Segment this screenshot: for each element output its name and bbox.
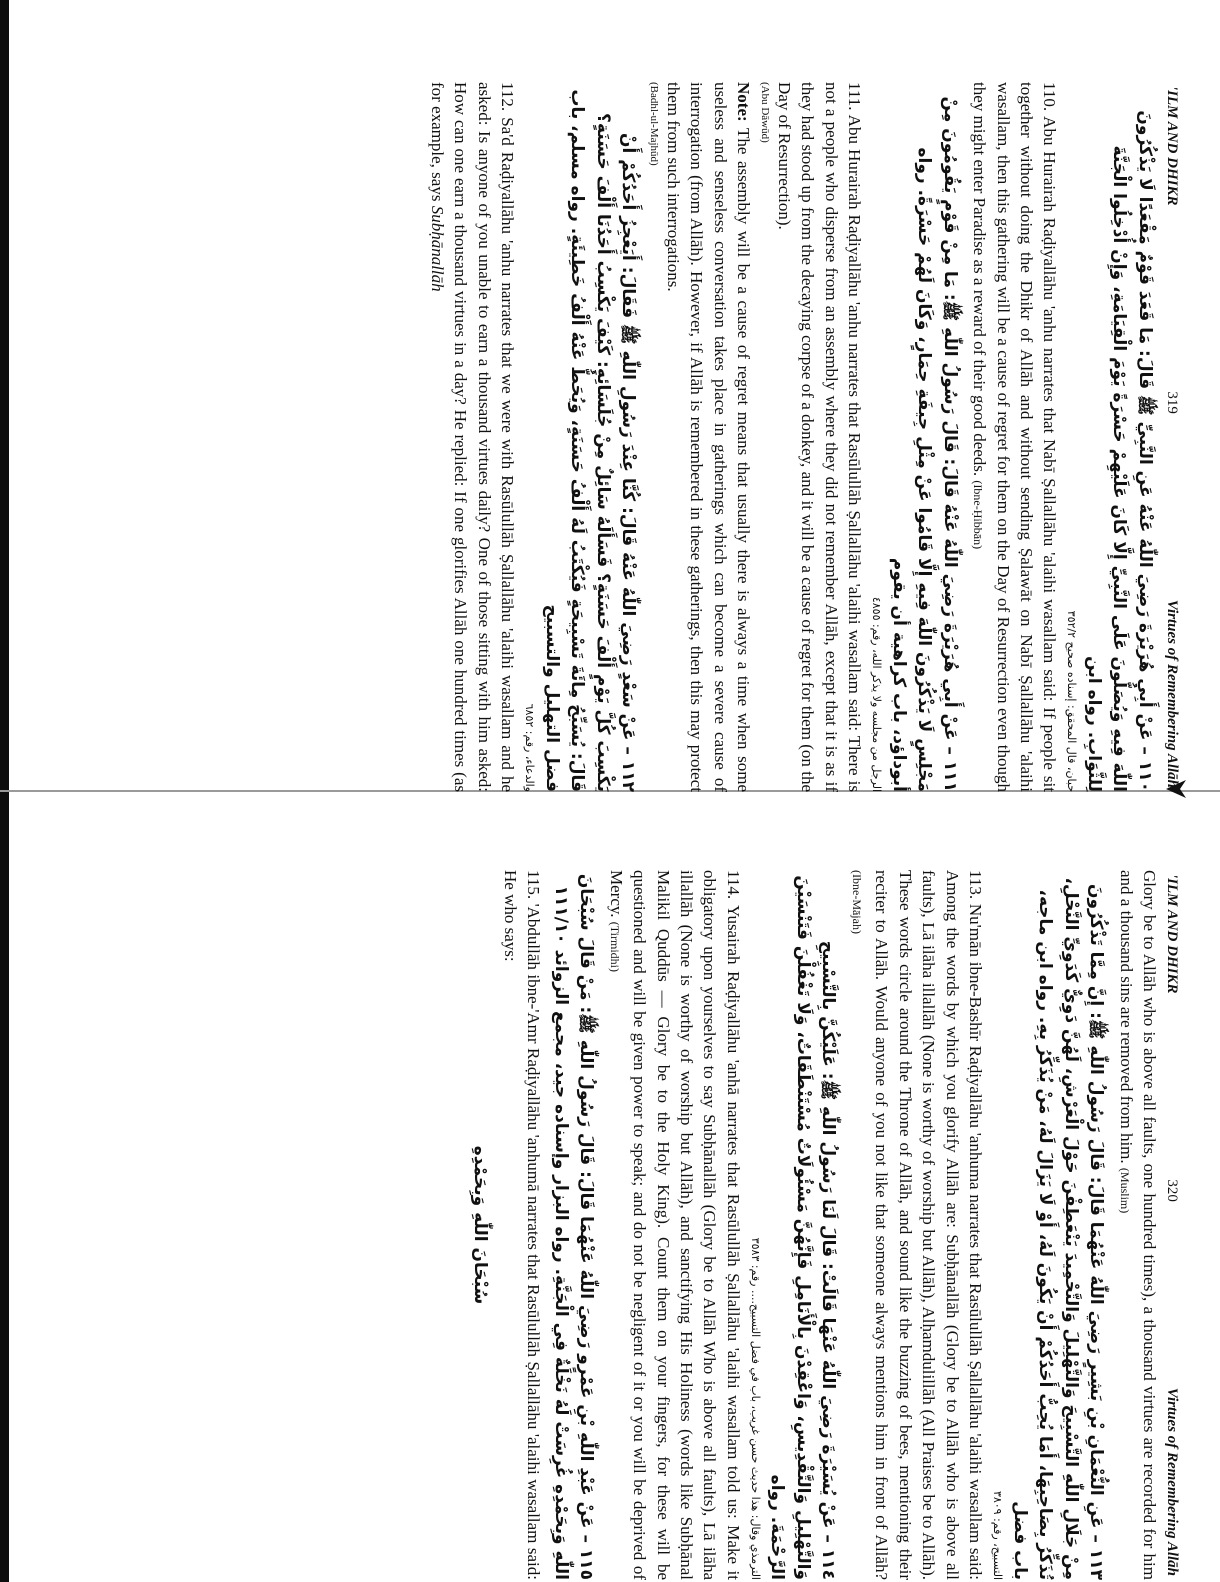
hadith-115-arabic: ١١٥ – عَنْ عَبْدِ اللّٰهِ بْنِ عَمْرٍو رَضِيَ اللّٰهُ عَنْهُمَا قَالَ: قَالَ رَسُولُ اللّٰهِ ﷺ: مَنْ قَالَ سُبْحَانَ اللّٰهِ وَبِحَمْدِهِ غُرِسَتْ لَهُ نَخْلَةٌ فِي الْجَنَّةِ. رواه البزار وإسناده جيد، مجمع الزوائد ١١١/١٠ xyxy=(550,873,597,1580)
hadith-113-source: (Ibne-Mājah) xyxy=(849,870,864,934)
hadith-112-translation xyxy=(425,82,519,792)
hadith-112-arabic-reference: والدعاء، رقم: ٦٨٥٢ xyxy=(523,703,537,792)
page-320 xyxy=(70,870,1180,1580)
page-number: 319 xyxy=(1164,391,1180,414)
hadith-111-note xyxy=(646,82,755,792)
hadith-114-arabic: ١١٤ – عَنْ يُسَيْرَةَ رَضِيَ اللّٰهُ عَنْهَا قَالَتْ: قَالَ لَنَا رَسُولُ اللّٰهِ ﷺ: عَلَيْكُنَّ بِالتَّسْبِيحِ وَالتَّهْلِيلِ وَالتَّقْدِيسِ، وَاعْقِدْنَ بِالْأَنَامِلِ فَإِنَّهُنَّ مَسْئُولَاتٌ مُسْتَنْطَقَاتٌ، وَلَا تَغْفُلْنَ فَتَنْسَيْنَ الرَّحْمَةَ. رواه xyxy=(767,875,839,1580)
continuation-text: Glory be to Allāh who is above all faults, one hundred times), a thousand virtues are recorded for him and a thousand sins are removed from him. xyxy=(1116,870,1159,1580)
hadith-113-translation xyxy=(846,870,987,1580)
note-source: (Badhl-ul-Majhūd) xyxy=(648,82,661,166)
hadith-111-source: (Abu Dāwūd) xyxy=(759,82,772,143)
header-book-title: Virtues of Remembering Allāh xyxy=(1164,1387,1180,1576)
hadith-112-italic-word: Subḥānallāh xyxy=(427,205,447,292)
hadith-111-arabic: ١١١ – عَنْ أَبِي هُرَيْرَةَ رَضِيَ اللّٰهُ عَنْهُ قَالَ: قَالَ رَسُولُ اللّٰهِ ﷺ: مَا مِنْ قَوْمٍ يَقُومُونَ مِنْ مَجْلِسٍ لَا يَذْكُرُونَ اللّٰهَ فِيهِ إِلَّا قَامُوا عَنْ مِثْلِ جِيفَةِ حِمَارٍ، وَكَانَ لَهُمْ حَسْرَةً. رواه أبوداؤد، باب كراهية أن يقوم xyxy=(888,96,960,792)
hadith-111-translation xyxy=(757,82,866,792)
hadith-115-arabic-phrase: سُبْحَانَ اللّٰهِ وَبِحَمْدِهِ xyxy=(470,1145,491,1305)
hadith-114-arabic-reference: الترمذي وقال: هذا حديث حسن غريب، باب في فضل التسبيح.... رقم: ٣٥٨٣ xyxy=(748,1237,762,1580)
hadith-110-text: 110. Abu Hurairah Raḍiyallāhu 'anhu narrates that Nabī Ṣallallāhu 'alaihi wasallam said: If people sit together without doing the Dhikr of Allāh and without sending Ṣalawāt on Nabī Ṣallallāhu 'alaihi wasallam, then this gathering will be a cause of regret for them on the Day of Resurrection even though they might enter Paradise as a reward of their good deeds. xyxy=(970,82,1060,792)
hadith-114-translation xyxy=(604,870,745,1580)
hadith-113-arabic-reference: التسبيح، رقم: ٣٨٠٩ xyxy=(991,1490,1005,1580)
hadith-112-arabic: ١١٢ – عَنْ سَعْدٍ رَضِيَ اللّٰهُ عَنْهُ قَالَ: كُنَّا عِنْدَ رَسُولِ اللّٰهِ ﷺ فَقَالَ: أَيَعْجِزُ أَحَدُكُمْ أَنْ يَكْسِبَ كُلَّ يَوْمٍ أَلْفَ حَسَنَةٍ؟ فَسَأَلَهُ سَائِلٌ مِنْ جُلَسَائِهِ: كَيْفَ يَكْسِبُ أَحَدُنَا أَلْفَ حَسَنَةٍ؟ قَالَ: يُسَبِّحُ مِائَةَ تَسْبِيحَةٍ فَيُكْتَبُ لَهُ أَلْفُ حَسَنَةٍ، وَيُحَطُّ عَنْهُ أَلْفُ خَطِيئَةٍ. رواه مسلم، باب فضل التهليل والتسبيح xyxy=(541,89,639,792)
header-section-title: 'ILM AND DHIKR xyxy=(1164,874,1180,994)
header-section-title: 'ILM AND DHIKR xyxy=(1164,86,1180,206)
hadith-110-source: (Ibne-Ḥibbān) xyxy=(971,480,986,550)
page-header xyxy=(1163,82,1180,792)
continuation-source: (Muslim) xyxy=(1117,1167,1132,1214)
hadith-112-text: 112. Sa'd Raḍiyallāhu 'anhu narrates that we were with Rasūlullāh Ṣallallāhu 'alaihi wasallam and he asked: Is anyone of you unable to earn a thousand virtues daily? One of those sitting with him asked: How can one earn a thousand virtues in a day? He replied: If one glorifies Allāh one hundred times (as for example, says xyxy=(427,82,518,792)
header-book-title: Virtues of Remembering Allāh xyxy=(1164,599,1180,788)
hadith-113-arabic: ١١٣ – عَنِ النُّعْمَانِ بْنِ بَشِيرٍ رَضِيَ اللّٰهُ عَنْهُمَا قَالَ: قَالَ رَسُولُ اللّٰهِ ﷺ: إِنَّ مِمَّا تَذْكُرُونَ مِنْ جَلَالِ اللّٰهِ التَّسْبِيحَ وَالتَّهْلِيلَ وَالتَّحْمِيدَ يَنْعَطِفْنَ حَوْلَ الْعَرْشِ، لَهُنَّ دَوِيٌّ كَدَوِيِّ النَّحْلِ، تُذَكِّرُ بِصَاحِبِهَا، أَمَا يُحِبُّ أَحَدُكُمْ أَنْ يَكُونَ لَهُ، أَوْ لَا يَزَالَ لَهُ، مَنْ يُذَكِّرُ بِهِ. رواه ابن ماجه، باب فضل xyxy=(1009,877,1107,1580)
hadith-110-arabic: ١١٠ – عَنْ أَبِي هُرَيْرَةَ رَضِيَ اللّٰهُ عَنْهُ عَنِ النَّبِيِّ ﷺ قَالَ: مَا قَعَدَ قَوْمٌ مَقْعَدًا لَا يَذْكُرُونَ اللّٰهَ فِيهِ وَيُصَلُّونَ عَلَى النَّبِيِّ إِلَّا كَانَ عَلَيْهِمْ حَسْرَةً يَوْمَ الْقِيَامَةِ، وَإِنْ أُدْخِلُوا الْجَنَّةَ لِلثَّوَابِ. رواه ابن xyxy=(1084,110,1155,792)
hadith-114-source: (Tirmidhi) xyxy=(607,921,622,972)
hadith-113-text: 113. Nu'mān ibne-Bashīr Raḍiyallāhu 'anhuma narrates that Rasūlullāh Ṣallallāhu 'alaihi wasallam said: Among the words by which you glorify Allāh are: Subḥānallāh (Glory be to Allāh who is above all faults), Lā ilāha illallāh (None is worthy of worship but Allāh), Alḥamdulillāh (All Praises be to Allāh). These words circle around the Throne of Allāh, and sound like the buzzing of bees, mentioning their reciter to Allāh. Would anyone of you not like that someone always mentions him in front of Allāh? xyxy=(872,870,986,1580)
note-text: The assembly will be a cause of regret means that usually there is always a time when some useless and senseless conversation takes place in gatherings which can become a severe cause of interrogation (from Allāh). However, if Allāh is remembered in these gatherings, then this may protect them from such interrogations. xyxy=(663,82,754,792)
hadith-111-text: 111. Abu Hurairah Raḍiyallāhu 'anhu narrates that Rasūlullāh Ṣallallāhu 'alaihi wasallam said: There is not a people who disperse from an assembly where they did not remember Allāh, except that it is as if they had stood up from the decaying corpse of a donkey, and it will be a cause of regret for them (on the Day of Resurrection). xyxy=(774,82,865,792)
note-label: Note: xyxy=(734,82,754,122)
page-header xyxy=(1163,870,1180,1580)
page-319 xyxy=(70,82,1180,792)
hadith-115-translation: 115. 'Abdullāh ibne-'Amr Raḍiyallāhu 'anhumā narrates that Rasūlullāh Ṣallallāhu 'alaihi wasallam said: He who says: xyxy=(500,870,544,1580)
page-number: 320 xyxy=(1164,1179,1180,1202)
hadith-112-continuation xyxy=(1114,870,1161,1580)
hadith-114-text: 114. Yusairah Raḍiyallāhu 'anhā narrates that Rasūlullāh Ṣallallāhu 'alaihi wasallam told us: Make it obligatory upon yourselves to say Subḥānallāh (Glory be to Allāh Who is above all faults), Lā ilāha illallāh (None is worthy of worship but Allāh), and sanctifying His Holiness (words like Subḥānal Malikil Quddūs — Glory be to the Holy King). Count them on your fingers, for these will be questioned and will be given power to speak; and do not be negligent of it or you will be deprived of Mercy. xyxy=(606,870,743,1580)
hadith-110-arabic-reference: حبان، قال المحقق: إسناده صحيح ٣٥٢/٢ xyxy=(1065,610,1079,792)
hadith-110-translation xyxy=(968,82,1062,792)
hadith-111-arabic-reference: الرجل من مجلسه ولا يذكر الله، رقم: ٤٨٥٥ xyxy=(870,596,884,792)
